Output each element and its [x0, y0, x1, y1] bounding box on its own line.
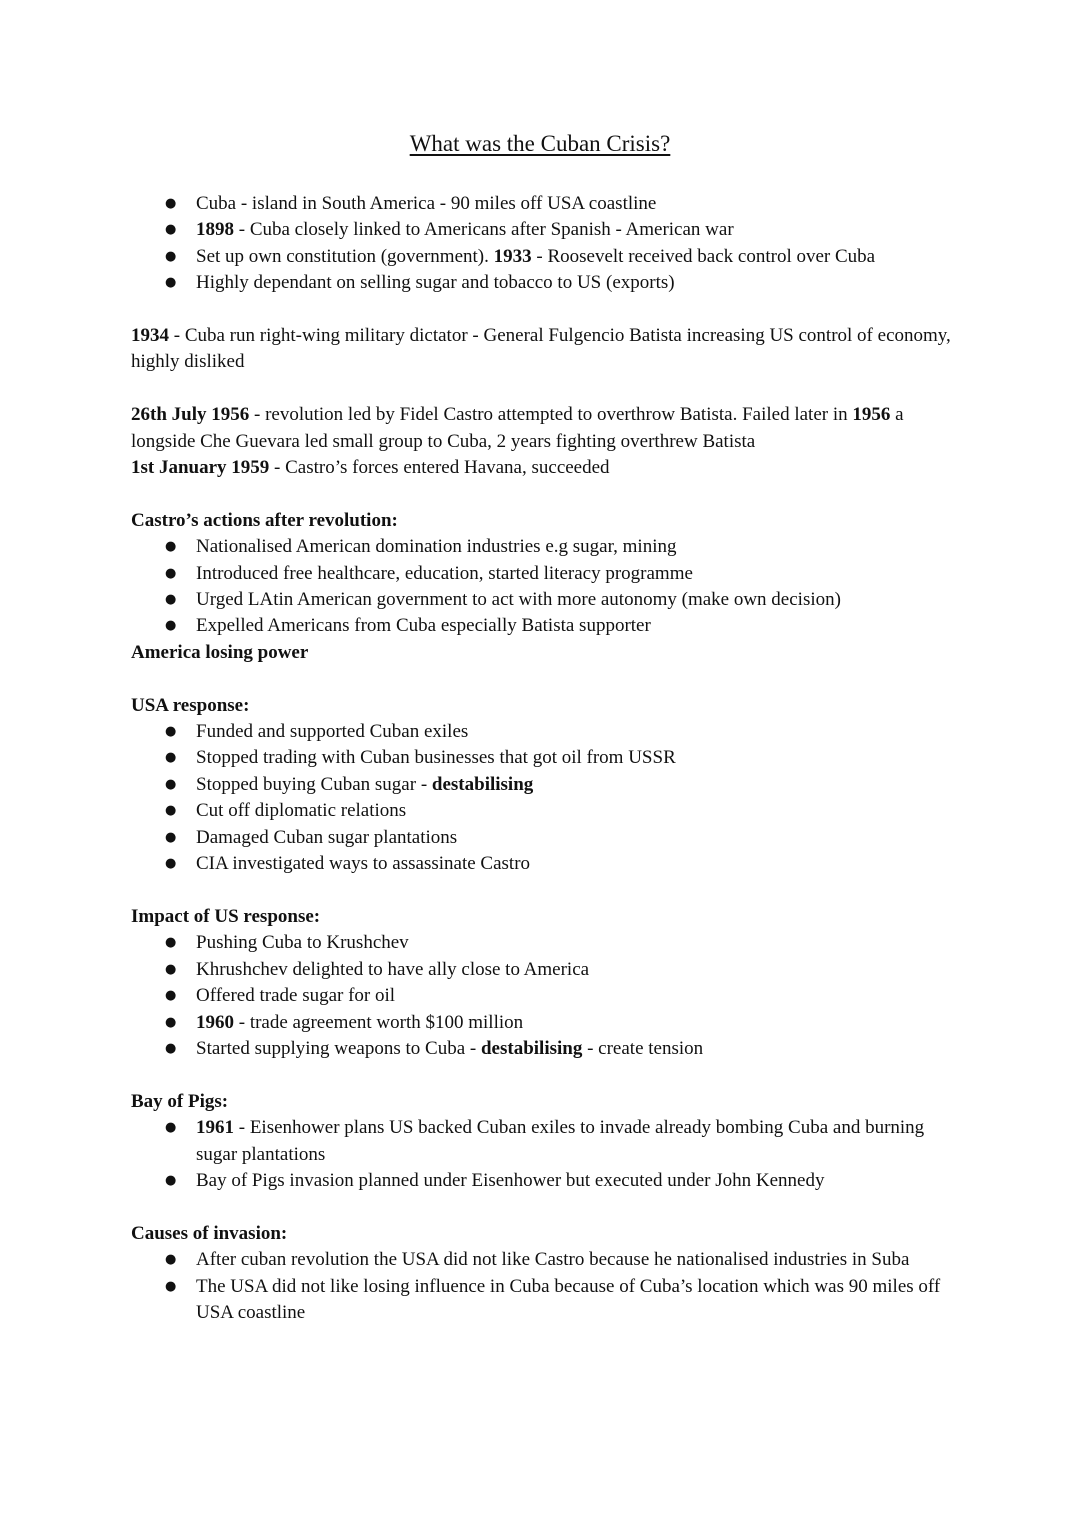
- list-item: ● The USA did not like losing influence in Cuba because of Cuba’s location which was 90 miles off USA coastline: [131, 1274, 961, 1327]
- list-item: [131, 930, 961, 956]
- list-item-text: Stopped buying Cuban sugar -: [196, 773, 432, 795]
- list-item: ● Introduced free healthcare, education, started literacy programme: [131, 561, 961, 587]
- year-label: 1934: [131, 325, 169, 347]
- list-item-text: - Eisenhower plans US backed Cuban exiles to invade already bombing Cuba and burning sugar plantations: [196, 1117, 925, 1165]
- list-item: [131, 1168, 961, 1194]
- list-item: [131, 825, 961, 851]
- year-label: 1961: [196, 1117, 234, 1139]
- usa-response-heading: USA response:: [131, 694, 250, 716]
- list-item: [131, 1036, 961, 1062]
- list-item: [131, 1010, 961, 1036]
- paragraph-text: - Cuba run right-wing military dictator - General Fulgencio Batista increasing US control of economy, highly disliked: [131, 325, 951, 373]
- page-title: What was the Cuban Crisis?: [409, 131, 671, 156]
- emphasis: destabilising: [431, 773, 534, 795]
- section-heading: [131, 1089, 961, 1115]
- bay-of-pigs-heading: Bay of Pigs:: [131, 1090, 229, 1112]
- list-item: ● Nationalised American domination industries e.g sugar, mining: [131, 534, 961, 560]
- list-item-text: Khrushchev delighted to have ally close to America: [196, 958, 590, 980]
- list-item: ● After cuban revolution the USA did not like Castro because he nationalised industries in Suba: [131, 1247, 961, 1273]
- list-item: [131, 719, 961, 745]
- section-heading: [131, 904, 961, 930]
- list-item-text: Bay of Pigs invasion planned under Eisenhower but executed under John Kennedy: [196, 1169, 825, 1191]
- list-item-text: - create tension: [582, 1037, 704, 1059]
- paragraph-1959: [131, 455, 961, 481]
- document-body: [131, 191, 961, 1326]
- list-item-text: Cuba - island in South America - 90 miles off USA coastline: [196, 193, 657, 214]
- paragraph-1934: [131, 323, 961, 376]
- list-item: [131, 270, 961, 296]
- list-item: [131, 772, 961, 798]
- list-item: ● Expelled Americans from Cuba especially Batista supporter: [131, 613, 961, 639]
- causes-heading: Causes of invasion:: [131, 1222, 288, 1244]
- section-heading: [131, 508, 961, 534]
- year-label: 1933: [493, 245, 532, 267]
- causes-list: [131, 1247, 961, 1326]
- castro-actions-list: [131, 534, 961, 640]
- list-item-text: Cut off diplomatic relations: [196, 800, 407, 822]
- list-item: [131, 217, 961, 243]
- list-item: [131, 983, 961, 1009]
- list-item-text: - Roosevelt received back control over Cuba: [531, 245, 876, 267]
- list-item-text: Set up own constitution (government).: [196, 245, 494, 267]
- list-item-text: - Cuba closely linked to Americans after Spanish - American war: [234, 219, 734, 241]
- section-heading: [131, 693, 961, 719]
- castro-actions-heading: Castro’s actions after revolution:: [131, 509, 398, 531]
- list-item-text: Highly dependant on selling sugar and tobacco to US (exports): [196, 272, 675, 294]
- paragraph-text: - revolution led by Fidel Castro attempted to overthrow Batista. Failed later in: [249, 404, 853, 426]
- list-item: [131, 191, 961, 217]
- list-item-text: Funded and supported Cuban exiles: [196, 721, 469, 743]
- intro-bullet-list: [131, 191, 961, 297]
- list-item: [131, 957, 961, 983]
- list-item: ● Urged LAtin American government to act with more autonomy (make own decision): [131, 587, 961, 613]
- year-label: 1960: [196, 1011, 234, 1033]
- list-item-text: Started supplying weapons to Cuba -: [196, 1037, 481, 1059]
- bay-of-pigs-list: [131, 1115, 961, 1194]
- emphasis: destabilising: [480, 1037, 583, 1059]
- america-losing-power: America losing power: [131, 641, 309, 663]
- impact-heading: Impact of US response:: [131, 905, 321, 927]
- list-item-text: Pushing Cuba to Krushchev: [196, 932, 409, 954]
- year-label: 1956: [852, 404, 891, 426]
- list-item-text: Damaged Cuban sugar plantations: [196, 826, 458, 848]
- list-item-text: Stopped trading with Cuban businesses that got oil from USSR: [196, 747, 676, 769]
- list-item: [131, 244, 961, 270]
- paragraph-text: - Castro’s forces entered Havana, succeeded: [269, 457, 610, 479]
- section-heading: [131, 1221, 961, 1247]
- list-item: [131, 798, 961, 824]
- section-conclusion: [131, 640, 961, 666]
- list-item: [131, 745, 961, 771]
- list-item-text: - trade agreement worth $100 million: [234, 1011, 524, 1033]
- paragraph-text: a longside Che Guevara led small group to Cuba, 2 years fighting overthrew Batista: [131, 404, 904, 452]
- usa-response-list: [131, 719, 961, 877]
- year-label: 1898: [196, 219, 234, 241]
- date-label: 1st January 1959: [131, 457, 270, 479]
- list-item: [131, 851, 961, 877]
- list-item-text: Offered trade sugar for oil: [196, 985, 396, 1007]
- list-item-text: CIA investigated ways to assassinate Castro: [196, 853, 531, 875]
- impact-list: [131, 930, 961, 1062]
- paragraph-1956: [131, 402, 961, 455]
- list-item: [131, 1115, 961, 1168]
- date-label: 26th July 1956: [131, 404, 250, 426]
